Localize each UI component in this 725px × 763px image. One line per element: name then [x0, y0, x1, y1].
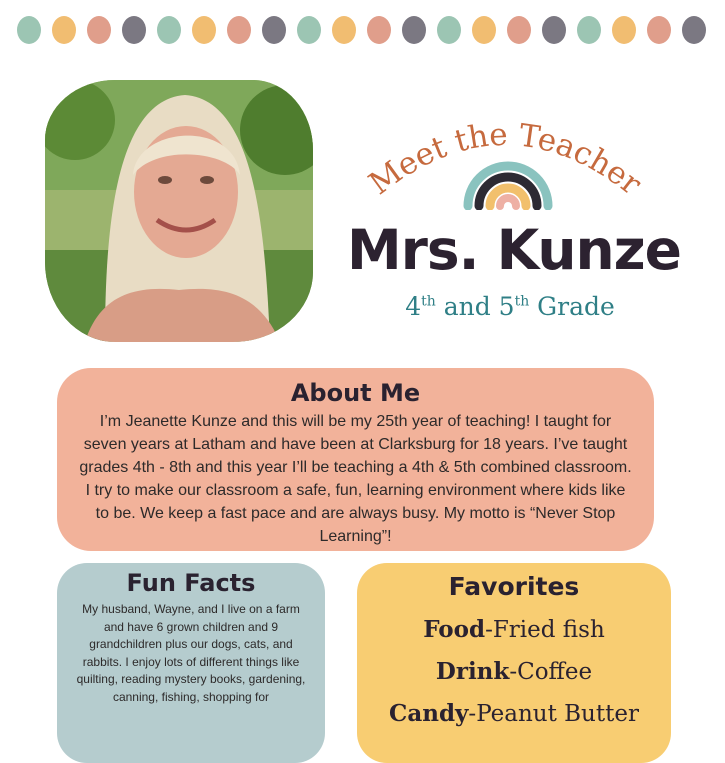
decorative-dot [332, 16, 356, 44]
decorative-dot [192, 16, 216, 44]
favorite-candy [357, 693, 671, 735]
rainbow-icon [462, 150, 554, 210]
fun-facts-card [57, 563, 325, 763]
fun-facts-text: My husband, Wayne, and I live on a farm and have 6 grown children and 9 grandchildren plus our dogs, cats, and rabbits. I enjoy lots of different things like quilting, reading mystery books, gardening, canning, fishing, shopping for [76, 602, 306, 704]
about-me-card [57, 368, 654, 551]
decorative-dot [542, 16, 566, 44]
decorative-dot [612, 16, 636, 44]
favorite-candy-value: -Peanut Butter [468, 701, 639, 727]
favorite-drink [357, 651, 671, 693]
fun-facts-title: Fun Facts [126, 569, 256, 597]
decorative-dot [577, 16, 601, 44]
decorative-dot [472, 16, 496, 44]
decorative-dot [262, 16, 286, 44]
grade-suffix-2: th [514, 293, 530, 310]
teacher-portrait-image [45, 80, 313, 342]
grade-suffix-1: th [421, 293, 436, 310]
teacher-photo [45, 80, 313, 342]
decorative-dot [682, 16, 706, 44]
decorative-dot [367, 16, 391, 44]
favorite-candy-label: Candy [389, 700, 469, 727]
decorative-dot [122, 16, 146, 44]
decorative-dot [52, 16, 76, 44]
favorites-title: Favorites [448, 572, 580, 601]
teacher-name: Mrs. Kunze [347, 218, 681, 282]
decorative-dot [297, 16, 321, 44]
grade-number-2: 5 [498, 292, 515, 321]
favorite-food-label: Food [423, 616, 486, 643]
about-me-title: About Me [290, 379, 421, 407]
decorative-dot [227, 16, 251, 44]
decorative-dot [17, 16, 41, 44]
favorite-food [357, 609, 671, 651]
decorative-dot [157, 16, 181, 44]
favorites-card [357, 563, 671, 763]
favorite-drink-value: -Coffee [509, 659, 593, 685]
meet-the-teacher-text: Meet the Teacher [362, 116, 649, 203]
decorative-dot [87, 16, 111, 44]
grade-level [330, 292, 690, 321]
grade-number-1: 4 [405, 292, 422, 321]
decorative-dot [647, 16, 671, 44]
favorite-drink-label: Drink [435, 658, 510, 685]
decorative-dot [437, 16, 461, 44]
header-dot-border [0, 16, 725, 46]
decorative-dot [402, 16, 426, 44]
grade-word: Grade [529, 292, 615, 321]
about-me-text: I’m Jeanette Kunze and this will be my 25th year of teaching! I taught for seven years at Latham and have been at Clarksburg for 18 years. I’ve taught grades 4th - 8th and this year I’ll be teaching a 4th & 5th combined classroom. I try to make our classroom a safe, fun, learning environment where kids like to be. We keep a fast pace and are always busy. My motto is “Never Stop Learning”! [79, 413, 632, 545]
favorite-food-value: -Fried fish [485, 617, 605, 643]
grade-and: and [435, 292, 499, 321]
decorative-dot [507, 16, 531, 44]
